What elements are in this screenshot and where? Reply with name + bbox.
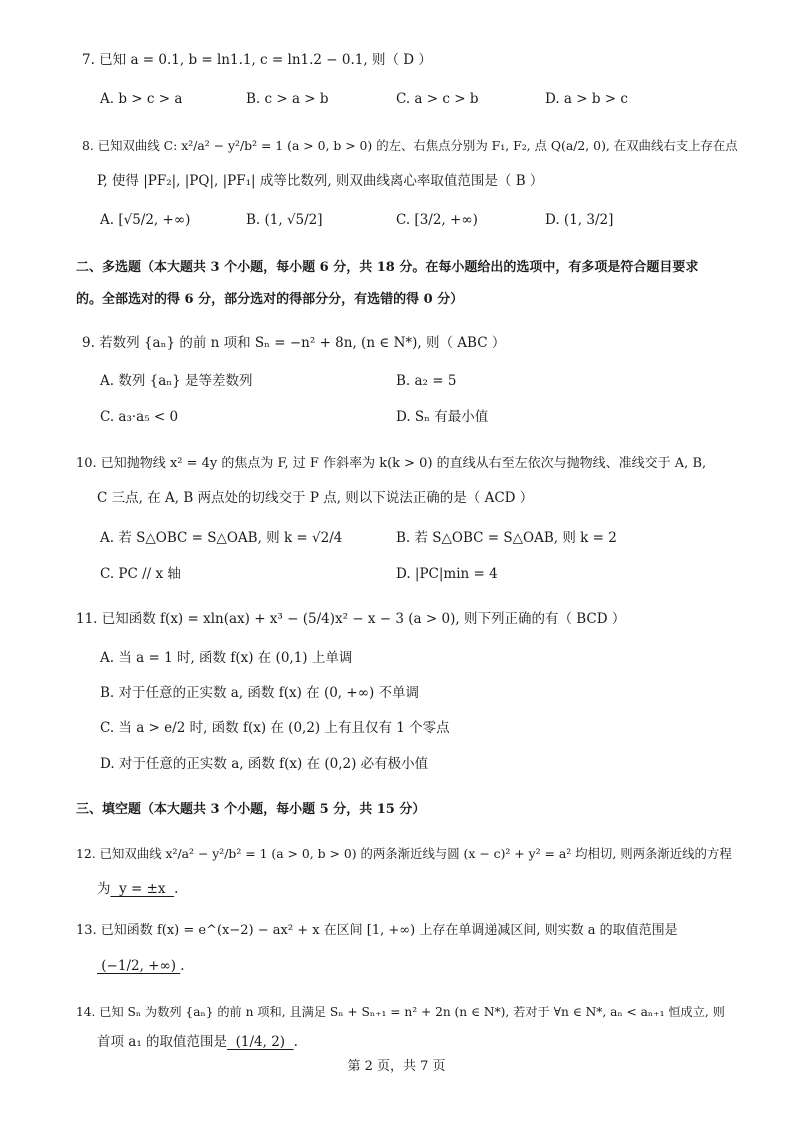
question-8-stem-line2: P, 使得 |PF₂|, |PQ|, |PF₁| 成等比数列, 则双曲线离心率取值范围是（ B ）	[97, 173, 544, 189]
q11-option-c: C. 当 a > e/2 时, 函数 f(x) 在 (0,2) 上有且仅有 1 个零点	[100, 720, 450, 736]
q14-answer-blank: (1/4, 2)	[227, 1034, 294, 1050]
question-10-stem-line1: 10. 已知抛物线 x² = 4y 的焦点为 F, 过 F 作斜率为 k(k > 0) 的直线从右至左依次与抛物线、准线交于 A, B,	[76, 456, 707, 471]
q11-option-d: D. 对于任意的正实数 a, 函数 f(x) 在 (0,2) 必有极小值	[100, 756, 429, 772]
q8-option-b: B. (1, √5/2]	[246, 212, 323, 228]
q10-option-a: A. 若 S△OBC = S△OAB, 则 k = √2/4	[100, 530, 343, 546]
q9-option-c: C. a₃·a₅ < 0	[100, 409, 179, 425]
question-12-answer-line: 为 y = ±x .	[97, 881, 179, 897]
q10-option-d: D. |PC|min = 4	[396, 566, 498, 582]
question-12-stem-line1: 12. 已知双曲线 x²/a² − y²/b² = 1 (a > 0, b > 0) 的两条渐近线与圆 (x − c)² + y² = a² 均相切, 则两条渐近线的方程	[76, 846, 732, 861]
q9-option-a: A. 数列 {aₙ} 是等差数列	[100, 373, 253, 389]
q7-option-b: B. c > a > b	[246, 91, 329, 107]
question-13-answer-line: (−1/2, +∞) .	[97, 958, 185, 974]
q7-option-c: C. a > c > b	[396, 91, 479, 107]
q8-option-d: D. (1, 3/2]	[545, 212, 614, 228]
q10-option-c: C. PC // x 轴	[100, 566, 181, 582]
q11-option-b: B. 对于任意的正实数 a, 函数 f(x) 在 (0, +∞) 不单调	[100, 685, 419, 701]
q9-option-b: B. a₂ = 5	[396, 373, 457, 389]
question-7-stem: 7. 已知 a = 0.1, b = ln1.1, c = ln1.2 − 0.1, 则（ D ）	[82, 52, 432, 68]
q8-option-c: C. [3/2, +∞)	[396, 212, 478, 228]
q11-option-a: A. 当 a = 1 时, 函数 f(x) 在 (0,1) 上单调	[100, 650, 353, 666]
q8-option-a: A. [√5/2, +∞)	[100, 212, 191, 228]
question-14-answer-line: 首项 a₁ 的取值范围是 (1/4, 2) .	[97, 1034, 298, 1050]
question-9-stem: 9. 若数列 {aₙ} 的前 n 项和 Sₙ = −n² + 8n, (n ∈ N*), 则（ ABC ）	[82, 335, 506, 351]
question-10-stem-line2: C 三点, 在 A, B 两点处的切线交于 P 点, 则以下说法正确的是（ ACD ）	[97, 490, 534, 506]
page-footer: 第 2 页，共 7 页	[347, 1059, 446, 1074]
question-14-stem-line1: 14. 已知 Sₙ 为数列 {aₙ} 的前 n 项和, 且满足 Sₙ + Sₙ₊₁ = n² + 2n (n ∈ N*), 若对于 ∀n ∈ N*, aₙ < aₙ₊₁ 恒成立, 则	[76, 1005, 725, 1019]
q9-option-d: D. Sₙ 有最小值	[396, 409, 489, 425]
q7-option-a: A. b > c > a	[100, 91, 183, 107]
q13-answer-blank: (−1/2, +∞)	[97, 958, 181, 974]
question-11-stem: 11. 已知函数 f(x) = xln(ax) + x³ − (5/4)x² − x − 3 (a > 0), 则下列正确的有（ BCD ）	[76, 611, 626, 627]
q7-option-d: D. a > b > c	[545, 91, 628, 107]
section-2-heading-line2: 的。全部选对的得 6 分，部分选对的得部分分，有选错的得 0 分）	[76, 292, 464, 307]
section-3-heading: 三、填空题（本大题共 3 个小题，每小题 5 分，共 15 分）	[76, 802, 426, 817]
section-2-heading-line1: 二、多选题（本大题共 3 个小题，每小题 6 分，共 18 分。在每小题给出的选项中，有多项是符合题目要求	[76, 260, 699, 275]
q12-answer-blank: y = ±x	[110, 881, 175, 897]
question-8-stem-line1: 8. 已知双曲线 C: x²/a² − y²/b² = 1 (a > 0, b > 0) 的左、右焦点分别为 F₁, F₂, 点 Q(a/2, 0), 在双曲线右支上存在点	[82, 138, 738, 153]
q10-option-b: B. 若 S△OBC = S△OAB, 则 k = 2	[396, 530, 617, 546]
question-13-stem-line1: 13. 已知函数 f(x) = e^(x−2) − ax² + x 在区间 [1, +∞) 上存在单调递减区间, 则实数 a 的取值范围是	[76, 923, 678, 938]
